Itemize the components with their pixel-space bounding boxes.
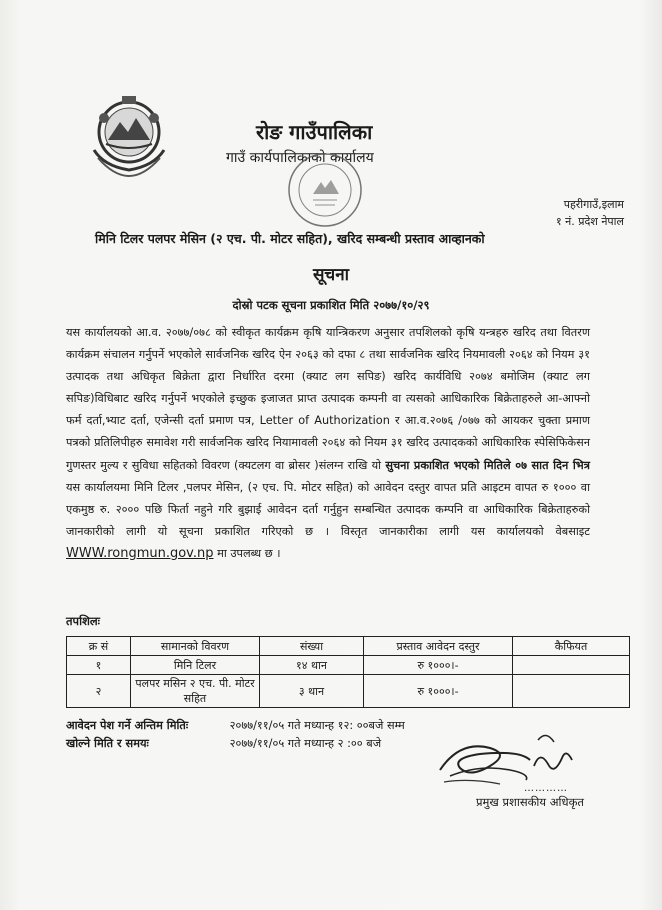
cell-item: मिनि टिलर — [131, 656, 260, 675]
body-text-deadline: सुचना प्रकाशित भएको मितिले ०७ सात दिन भित्र — [385, 458, 590, 472]
government-emblem-icon — [84, 92, 174, 178]
body-text-part1: यस कार्यालयको आ.व. २०७७/०७८ को स्वीकृत कार्यक्रम कृषि यान्त्रिकरण अनुसार तपशिलको कृषि यन्त्रहरु खरिद तथा वितरण कार्यक्रम संचालन गर्नुपर्ने भएकोले सार्वजनिक खरिद ऐन २०६३ को दफा ८ तथा सार्वजनिक खरिद नियमावली २०६४ को नियम ३१ उत्पादक तथा अधिकृत बिक्रेता द्वारा निर्धारित दरमा (क्याट लग सपिङ) खरिद कार्यविधि २०७४ बमोजिम (क्याट लग सपिङ)विधिबाट खरिद गर्नुपर्ने भएकोले इच्छुक इजाजत प्राप्त उत्पादक कम्पनी वा त्यसको आधिकारिक बिक्रेताहरुले आ-आफ्नो फर्म दर्ता,भ्याट दर्ता, एजेन्सी दर्ता प्रमाण पत्र, Letter of Authorization र आ.व.२०७६ /०७७ को आयकर चुक्ता प्रमाण पत्रको प्रतिलिपीहरु समावेश गरी सार्वजनिक खरिद नियामावली २०६४ को नियम ३१ खरिद उत्पादकको आधिकारिक स्पेसिफिकेसन गुणस्तर मुल्य र सुविधा सहितको विवरण (क्यटलग वा ब्रोसर )संलग्न राखि यो — [66, 326, 590, 472]
office-seal-icon — [285, 150, 365, 230]
notice-body — [66, 322, 590, 565]
notice-subject: मिनि टिलर पलपर मेसिन (२ एच. पी. मोटर सहित), खरिद सम्बन्धी प्रस्ताव आव्हानको — [95, 231, 485, 246]
column-header-sn: क्र सं — [67, 637, 131, 656]
address-line-province: १ नं. प्रदेश नेपाल — [555, 215, 624, 228]
column-header-item: सामानको विवरण — [131, 637, 260, 656]
column-header-fee: प्रस्ताव आवेदन दस्तुर — [364, 637, 513, 656]
body-text-part2: यस कार्यालयमा मिनि टिलर ,पलपर मेसिन, (२ एच. पि. मोटर सहित) को आवेदन दस्तुर वापत प्रति आइटम वापत रु १००० वा एकमुष्ठ रु. २००० पछि फिर्ता नहुने गरि बुझाई आवेदन दर्ता गर्नुहुन सम्बन्धित उत्पादक कम्पनि वा आधिकारिक बिक्रेताहरुको जानकारीको लागी यो सूचना प्रकाशित गरिएको छ । विस्तृत जानकारीका लागी यस कार्यालयको वेबसाइट — [66, 480, 590, 538]
cell-quantity: ३ थान — [260, 675, 364, 708]
office-name: रोङ गाउँपालिका — [256, 120, 373, 144]
cell-sn: २ — [67, 675, 131, 708]
submission-deadline-label: आवेदन पेश गर्ने अन्तिम मितिः — [66, 719, 189, 732]
notice-title: सूचना — [312, 265, 350, 285]
submission-deadline — [66, 718, 405, 733]
office-address — [556, 196, 624, 230]
cell-fee: रु १०००।- — [364, 656, 513, 675]
table-header-row — [67, 637, 630, 656]
cell-sn: १ — [67, 656, 131, 675]
column-header-quantity: संख्या — [260, 637, 364, 656]
office-subtitle: गाउँ कार्यपालिकाको कार्यालय — [226, 150, 374, 166]
submission-deadline-value: २०७७/११/०५ गते मध्यान्ह १२: ००बजे सम्म — [229, 719, 405, 732]
signing-officer-title: प्रमुख प्रशासकीय अधिकृत — [476, 795, 584, 809]
opening-time-label: खोल्ने मिति र समयः — [66, 737, 149, 750]
items-table — [66, 636, 630, 708]
table-row — [67, 675, 630, 708]
cell-item: पलपर मसिन २ एच. पी. मोटर सहित — [131, 675, 260, 708]
cell-quantity: १४ थान — [260, 656, 364, 675]
body-text-part3: मा उपलब्ध छ । — [217, 546, 281, 560]
cell-remarks — [513, 675, 630, 708]
cell-remarks — [513, 656, 630, 675]
address-line-district: पहरीगाउँ,इलाम — [563, 198, 624, 211]
signature-line: ………… — [524, 783, 568, 794]
details-label: तपशिलः — [66, 614, 101, 628]
column-header-remarks: कैफियत — [513, 637, 630, 656]
website-link[interactable]: WWW.rongmun.gov.np — [66, 545, 214, 561]
opening-time-value: २०७७/११/०५ गते मध्यान्ह २ :०० बजे — [229, 737, 382, 750]
opening-time — [66, 736, 381, 751]
cell-fee: रु १०००।- — [364, 675, 513, 708]
table-row — [67, 656, 630, 675]
second-publication-date: दोस्रो पटक सूचना प्रकाशित मिति २०७७/१०/२९ — [232, 298, 430, 312]
